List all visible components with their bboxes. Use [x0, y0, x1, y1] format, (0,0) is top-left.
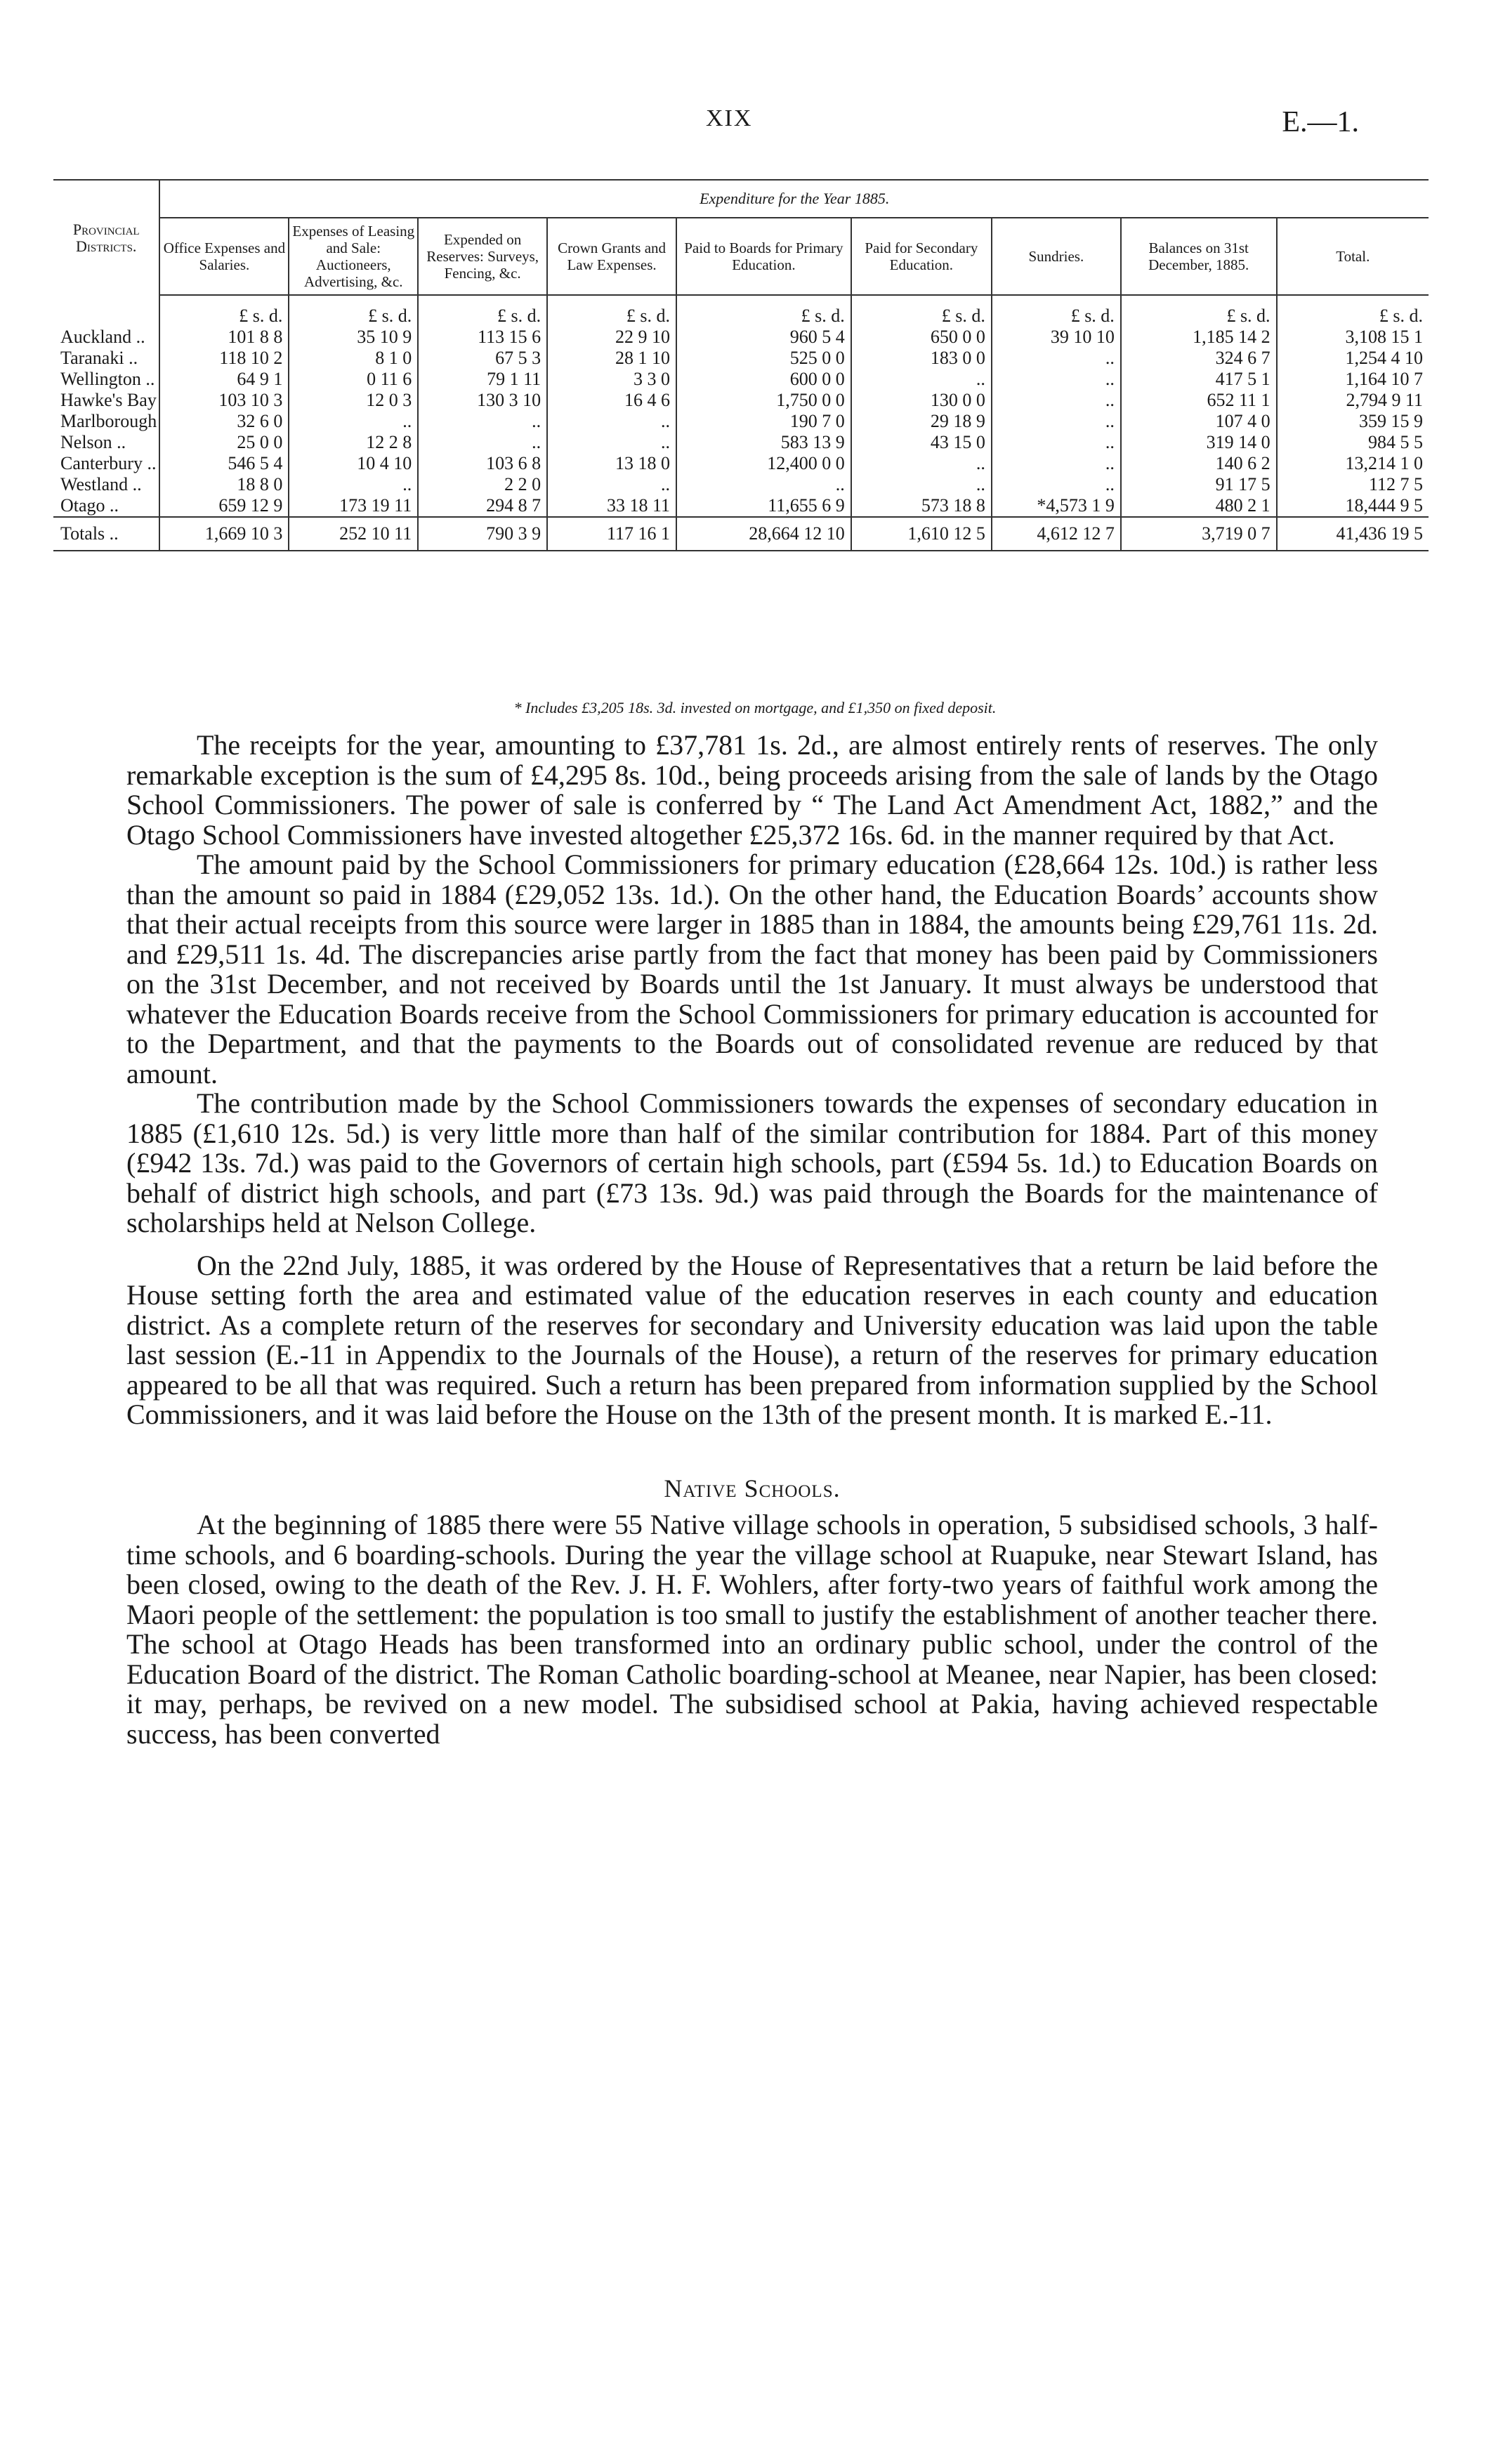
- amount-cell: 0 11 6: [289, 369, 418, 390]
- district-name: Hawke's Bay: [60, 390, 157, 410]
- amount-cell: 118 10 2: [159, 348, 289, 369]
- amount-cell: ..: [992, 411, 1121, 432]
- totals-label: Totals ..: [53, 517, 159, 551]
- amount-cell: 359 15 9: [1277, 411, 1429, 432]
- amount-cell: 18 8 0: [159, 474, 289, 495]
- amount-cell: 525 0 0: [676, 348, 851, 369]
- table-row: [53, 327, 1429, 348]
- amount-cell: 12 0 3: [289, 390, 418, 411]
- district-column-heading: Provincial Districts.: [53, 180, 159, 295]
- amount-cell: 1,164 10 7: [1277, 369, 1429, 390]
- amount-cell: ..: [547, 411, 676, 432]
- table-row: [53, 369, 1429, 390]
- district-name: Otago ..: [60, 495, 119, 516]
- expenditure-table-container: [53, 179, 1429, 551]
- amount-cell: 29 18 9: [851, 411, 992, 432]
- amount-cell: 183 0 0: [851, 348, 992, 369]
- unit-label: £ s. d.: [418, 295, 547, 327]
- amount-cell: 33 18 11: [547, 495, 676, 517]
- amount-cell: 107 4 0: [1121, 411, 1277, 432]
- column-heading: Paid for Secondary Education.: [851, 218, 992, 295]
- amount-cell: 12 2 8: [289, 432, 418, 453]
- expenditure-group-heading: Expenditure for the Year 1885.: [159, 180, 1429, 218]
- amount-cell: 112 7 5: [1277, 474, 1429, 495]
- amount-cell: 13,214 1 0: [1277, 453, 1429, 474]
- amount-cell: 28 1 10: [547, 348, 676, 369]
- column-heading: Office Expenses and Salaries.: [159, 218, 289, 295]
- amount-cell: 18,444 9 5: [1277, 495, 1429, 517]
- amount-cell: 117 16 1: [547, 517, 676, 551]
- amount-cell: 10 4 10: [289, 453, 418, 474]
- totals-row: [53, 517, 1429, 551]
- amount-cell: 294 8 7: [418, 495, 547, 517]
- amount-cell: ..: [992, 453, 1121, 474]
- amount-cell: 1,750 0 0: [676, 390, 851, 411]
- amount-cell: 41,436 19 5: [1277, 517, 1429, 551]
- amount-cell: 324 6 7: [1121, 348, 1277, 369]
- amount-cell: 3 3 0: [547, 369, 676, 390]
- amount-cell: 35 10 9: [289, 327, 418, 348]
- table-row: [53, 411, 1429, 432]
- units-row: [53, 295, 1429, 327]
- amount-cell: 3,108 15 1: [1277, 327, 1429, 348]
- amount-cell: ..: [289, 411, 418, 432]
- amount-cell: 319 14 0: [1121, 432, 1277, 453]
- amount-cell: 960 5 4: [676, 327, 851, 348]
- amount-cell: *4,573 1 9: [992, 495, 1121, 517]
- amount-cell: 252 10 11: [289, 517, 418, 551]
- section-heading: Native Schools.: [664, 1474, 841, 1502]
- amount-cell: 13 18 0: [547, 453, 676, 474]
- expenditure-table: [53, 179, 1429, 551]
- amount-cell: 1,610 12 5: [851, 517, 992, 551]
- amount-cell: 600 0 0: [676, 369, 851, 390]
- amount-cell: 790 3 9: [418, 517, 547, 551]
- amount-cell: 3,719 0 7: [1121, 517, 1277, 551]
- amount-cell: 417 5 1: [1121, 369, 1277, 390]
- amount-cell: ..: [547, 474, 676, 495]
- amount-cell: ..: [851, 453, 992, 474]
- amount-cell: 12,400 0 0: [676, 453, 851, 474]
- table-row: [53, 495, 1429, 517]
- amount-cell: 659 12 9: [159, 495, 289, 517]
- unit-label: £ s. d.: [547, 295, 676, 327]
- district-name: Auckland ..: [60, 327, 145, 347]
- amount-cell: 43 15 0: [851, 432, 992, 453]
- amount-cell: 39 10 10: [992, 327, 1121, 348]
- report-body: [126, 730, 1378, 1749]
- unit-label: £ s. d.: [992, 295, 1121, 327]
- unit-label: £ s. d.: [159, 295, 289, 327]
- district-name: Nelson ..: [60, 432, 126, 452]
- amount-cell: 650 0 0: [851, 327, 992, 348]
- amount-cell: ..: [992, 390, 1121, 411]
- column-heading: Paid to Boards for Primary Education.: [676, 218, 851, 295]
- amount-cell: 130 0 0: [851, 390, 992, 411]
- unit-label: £ s. d.: [289, 295, 418, 327]
- amount-cell: ..: [992, 432, 1121, 453]
- column-heading: Expenses of Leasing and Sale: Auctioneers, Advertising, &c.: [289, 218, 418, 295]
- amount-cell: 130 3 10: [418, 390, 547, 411]
- amount-cell: 101 8 8: [159, 327, 289, 348]
- amount-cell: 173 19 11: [289, 495, 418, 517]
- district-name: Wellington ..: [60, 369, 155, 389]
- amount-cell: 573 18 8: [851, 495, 992, 517]
- amount-cell: 103 6 8: [418, 453, 547, 474]
- amount-cell: ..: [676, 474, 851, 495]
- column-heading: Sundries.: [992, 218, 1121, 295]
- amount-cell: 140 6 2: [1121, 453, 1277, 474]
- amount-cell: 4,612 12 7: [992, 517, 1121, 551]
- table-body: [53, 295, 1429, 551]
- amount-cell: 1,254 4 10: [1277, 348, 1429, 369]
- column-heading: Balances on 31st December, 1885.: [1121, 218, 1277, 295]
- district-name: Westland ..: [60, 474, 142, 494]
- unit-label: £ s. d.: [1121, 295, 1277, 327]
- amount-cell: 103 10 3: [159, 390, 289, 411]
- document-reference: E.—1.: [1282, 106, 1359, 138]
- amount-cell: ..: [418, 411, 547, 432]
- amount-cell: 2,794 9 11: [1277, 390, 1429, 411]
- paragraph: The contribution made by the School Commissioners towards the expenses of secondary education in 1885 (£1,610 12s. 5d.) is very little more than half of the similar contribution for 1884. Part of this money (£942 13s. 7d.) was paid to the Governors of certain high schools, part (£594 5s. 1d.) to Education Boards on behalf of district high schools, and part (£73 13s. 9d.) was paid through the Boards for the maintenance of scholarships held at Nelson College.: [126, 1087, 1378, 1238]
- table-row: [53, 474, 1429, 495]
- amount-cell: 25 0 0: [159, 432, 289, 453]
- amount-cell: 16 4 6: [547, 390, 676, 411]
- amount-cell: 8 1 0: [289, 348, 418, 369]
- amount-cell: 480 2 1: [1121, 495, 1277, 517]
- district-name: Marlborough: [60, 411, 157, 431]
- table-footnote: * Includes £3,205 18s. 3d. invested on mortgage, and £1,350 on fixed deposit.: [513, 699, 997, 716]
- amount-cell: ..: [992, 348, 1121, 369]
- amount-cell: ..: [851, 474, 992, 495]
- amount-cell: ..: [851, 369, 992, 390]
- amount-cell: 79 1 11: [418, 369, 547, 390]
- unit-label: £ s. d.: [851, 295, 992, 327]
- table-row: [53, 453, 1429, 474]
- paragraph: At the beginning of 1885 there were 55 Native village schools in operation, 5 subsidised schools, 3 half-time schools, and 6 boarding-schools. During the year the village school at Ruapuke, near Stewart Island, has been closed, owing to the death of the Rev. J. H. F. Wohlers, after forty-two years of faithful work among the Maori people of the settlement: the population is too small to justify the establishment of another teacher there. The school at Otago Heads has been transformed into an ordinary public school, under the control of the Education Board of the district. The Roman Catholic boarding-school at Meanee, near Napier, has been closed: it may, perhaps, be revived on a new model. The subsidised school at Pakia, having achieved respectable success, has been converted: [126, 1509, 1378, 1750]
- paragraph: The receipts for the year, amounting to £37,781 1s. 2d., are almost entirely rents of reserves. The only remarkable exception is the sum of £4,295 8s. 10d., being proceeds arising from the sale of lands by the Otago School Commissioners. The power of sale is conferred by “ The Land Act Amendment Act, 1882,” and the Otago School Commissioners have invested altogether £25,372 16s. 6d. in the manner required by that Act.: [126, 729, 1378, 851]
- district-name: Canterbury ..: [60, 453, 157, 473]
- amount-cell: 32 6 0: [159, 411, 289, 432]
- column-heading: Crown Grants and Law Expenses.: [547, 218, 676, 295]
- paragraph: The amount paid by the School Commissioners for primary education (£28,664 12s. 10d.) is rather less than the amount so paid in 1884 (£29,052 13s. 1d.). On the other hand, the Education Boards’ accounts show that their actual receipts from this source were larger in 1885 than in 1884, the amounts being £29,761 11s. 2d. and £29,511 1s. 4d. The discrepancies arise partly from the fact that money has been paid by Commissioners on the 31st December, and not received by Boards until the 1st January. It must always be understood that whatever the Education Boards receive from the School Commissioners for primary education is accounted for to the Department, and that the payments to the Boards out of consolidated revenue are reduced by that amount.: [126, 848, 1378, 1089]
- column-heading: Expended on Reserves: Surveys, Fencing, &c.: [418, 218, 547, 295]
- amount-cell: ..: [992, 369, 1121, 390]
- page-header: [0, 105, 1510, 148]
- unit-label: £ s. d.: [676, 295, 851, 327]
- district-name: Taranaki ..: [60, 348, 138, 368]
- amount-cell: ..: [289, 474, 418, 495]
- amount-cell: ..: [992, 474, 1121, 495]
- amount-cell: ..: [418, 432, 547, 453]
- page-number: XIX: [706, 105, 753, 131]
- amount-cell: 11,655 6 9: [676, 495, 851, 517]
- amount-cell: 91 17 5: [1121, 474, 1277, 495]
- amount-cell: 2 2 0: [418, 474, 547, 495]
- amount-cell: 1,185 14 2: [1121, 327, 1277, 348]
- paragraph: On the 22nd July, 1885, it was ordered by the House of Representatives that a return be laid before the House setting forth the area and estimated value of the education reserves in each county and education district. As a complete return of the reserves for secondary and University education was laid upon the table last session (E.-11 in Appendix to the Journals of the House), a return of the reserves for primary education appeared to be all that was required. Such a return has been prepared from information supplied by the School Commissioners, and it was laid before the House on the 13th of the present month. It is marked E.-11.: [126, 1249, 1378, 1430]
- unit-label: £ s. d.: [1277, 295, 1429, 327]
- amount-cell: ..: [547, 432, 676, 453]
- amount-cell: 984 5 5: [1277, 432, 1429, 453]
- table-row: [53, 432, 1429, 453]
- column-heading: Total.: [1277, 218, 1429, 295]
- amount-cell: 583 13 9: [676, 432, 851, 453]
- table-row: [53, 348, 1429, 369]
- amount-cell: 64 9 1: [159, 369, 289, 390]
- amount-cell: 1,669 10 3: [159, 517, 289, 551]
- amount-cell: 67 5 3: [418, 348, 547, 369]
- amount-cell: 113 15 6: [418, 327, 547, 348]
- amount-cell: 22 9 10: [547, 327, 676, 348]
- amount-cell: 28,664 12 10: [676, 517, 851, 551]
- amount-cell: 546 5 4: [159, 453, 289, 474]
- amount-cell: 190 7 0: [676, 411, 851, 432]
- table-row: [53, 390, 1429, 411]
- amount-cell: 652 11 1: [1121, 390, 1277, 411]
